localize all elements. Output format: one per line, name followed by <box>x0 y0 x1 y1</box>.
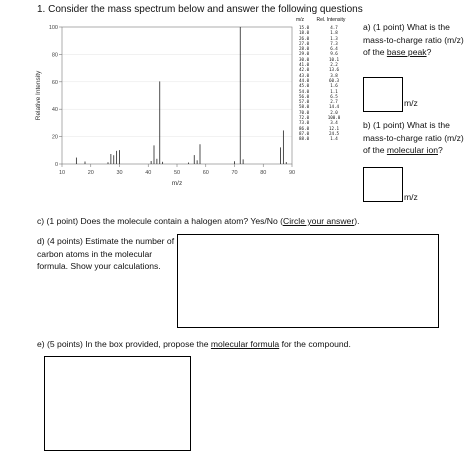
table-row-mz: 15.0 <box>299 25 310 30</box>
question-b-underlined: molecular ion <box>386 145 438 155</box>
question-c <box>37 215 457 228</box>
question-a <box>363 21 471 59</box>
table-row-intensity: 6.5 <box>330 93 338 99</box>
table-row-intensity: 1.6 <box>330 83 338 89</box>
table-row-mz: 26.0 <box>299 35 310 41</box>
table-row-intensity: 100.0 <box>327 115 341 121</box>
table-row-intensity: 2.7 <box>330 99 338 105</box>
table-row-mz: 28.0 <box>299 46 310 52</box>
table-row-intensity: 7.3 <box>330 40 338 46</box>
table-row-mz: 42.0 <box>299 67 310 73</box>
question-c-suffix: ). <box>354 216 360 226</box>
y-tick-label: 100 <box>48 25 58 31</box>
plot-frame <box>62 27 292 164</box>
table-row-intensity: 1.1 <box>330 88 338 94</box>
table-row-mz: 72.0 <box>299 115 310 121</box>
table-row-mz: 44.0 <box>299 77 310 83</box>
question-a-suffix: ? <box>426 47 432 57</box>
x-tick-label: 30 <box>116 170 123 176</box>
answer-box-e[interactable] <box>44 356 191 451</box>
x-tick-label: 70 <box>231 170 238 176</box>
table-row-intensity: 3.8 <box>330 72 338 78</box>
question-b-text: b) (1 point) What is the mass-to-charge ratio (m/z) of the <box>363 120 464 155</box>
table-row-intensity: 24.5 <box>328 130 340 136</box>
table-row-intensity: 1.8 <box>330 30 338 36</box>
unit-label-b: m/z <box>404 192 418 202</box>
answer-box-a[interactable] <box>363 77 403 112</box>
mass-spectrum-chart <box>30 16 298 196</box>
peak-table-header <box>296 17 345 23</box>
peak-table-intensity-column <box>324 25 344 142</box>
table-col-mz: m/z <box>296 17 305 23</box>
table-row-intensity: 1.3 <box>330 35 338 41</box>
question-a-underlined: base peak <box>386 47 427 57</box>
table-row-intensity: 2.0 <box>330 109 338 115</box>
x-tick-label: 40 <box>145 170 152 176</box>
table-row-intensity: 9.6 <box>330 51 338 57</box>
table-row-mz: 54.0 <box>299 88 310 94</box>
unit-label-a: m/z <box>404 98 418 108</box>
table-row-mz: 58.0 <box>299 104 310 110</box>
y-tick-label: 80 <box>51 52 58 59</box>
table-row-mz: 43.0 <box>299 72 310 78</box>
table-col-intensity: Rel. Intensity <box>316 17 346 23</box>
y-axis-label: Relative Intensity <box>35 70 42 121</box>
x-tick-label: 20 <box>87 170 94 176</box>
table-row-intensity: 10.1 <box>328 56 340 62</box>
table-row-intensity: 14.4 <box>328 104 340 110</box>
question-e <box>37 338 457 351</box>
table-row-intensity: 4.7 <box>330 25 338 30</box>
y-tick-label: 20 <box>51 134 58 141</box>
question-c-underlined: Circle your answer <box>283 216 355 226</box>
table-row-mz: 29.0 <box>299 51 310 57</box>
table-row-mz: 45.0 <box>299 83 310 89</box>
table-row-mz: 86.0 <box>299 125 310 131</box>
table-row-mz: 70.0 <box>299 109 310 115</box>
table-row-intensity: 2.2 <box>330 62 338 68</box>
table-row-intensity: 13.6 <box>328 67 340 73</box>
x-axis-label: m/z <box>171 180 183 187</box>
table-row-intensity: 12.1 <box>328 125 340 131</box>
x-tick-label: 80 <box>260 170 267 176</box>
table-row-intensity: 60.3 <box>328 77 340 83</box>
table-row-mz: 41.0 <box>299 62 310 68</box>
question-title: 1. Consider the mass spectrum below and answer the following questions <box>37 4 363 15</box>
table-row-mz: 57.0 <box>299 99 310 105</box>
question-e-text: e) (5 points) In the box provided, propose the <box>37 339 211 349</box>
table-row-mz: 88.0 <box>299 136 310 142</box>
table-row-mz: 30.0 <box>299 56 310 62</box>
table-row-mz: 27.0 <box>299 40 310 46</box>
question-e-suffix: for the compound. <box>279 339 351 349</box>
y-tick-label: 60 <box>51 79 58 86</box>
x-tick-label: 10 <box>58 170 66 176</box>
table-row-mz: 87.0 <box>299 130 310 136</box>
y-tick-label: 0 <box>54 162 58 168</box>
question-b-suffix: ? <box>438 145 443 155</box>
table-row-intensity: 6.4 <box>330 46 338 52</box>
table-row-mz: 56.0 <box>299 93 310 99</box>
question-e-underlined: molecular formula <box>210 339 280 349</box>
x-tick-label: 90 <box>288 170 296 176</box>
table-row-mz: 73.0 <box>299 120 310 126</box>
x-tick-label: 50 <box>173 170 181 176</box>
answer-box-d[interactable] <box>177 234 439 328</box>
table-row-intensity: 1.4 <box>330 136 338 142</box>
peak-table-mz-column <box>299 25 321 142</box>
question-c-text: c) (1 point) Does the molecule contain a halogen atom? Yes/No ( <box>37 216 284 226</box>
y-tick-label: 40 <box>51 107 58 114</box>
question-b <box>363 119 471 157</box>
question-d: d) (4 points) Estimate the number of carbon atoms in the molecular formula. Show your calculations. <box>37 236 175 271</box>
table-row-mz: 18.0 <box>299 30 310 36</box>
x-tick-label: 60 <box>202 170 209 176</box>
table-row-intensity: 3.4 <box>330 120 338 126</box>
question-a-text: a) (1 point) What is the mass-to-charge ratio (m/z) of the <box>363 22 464 57</box>
answer-box-b[interactable] <box>363 167 403 202</box>
